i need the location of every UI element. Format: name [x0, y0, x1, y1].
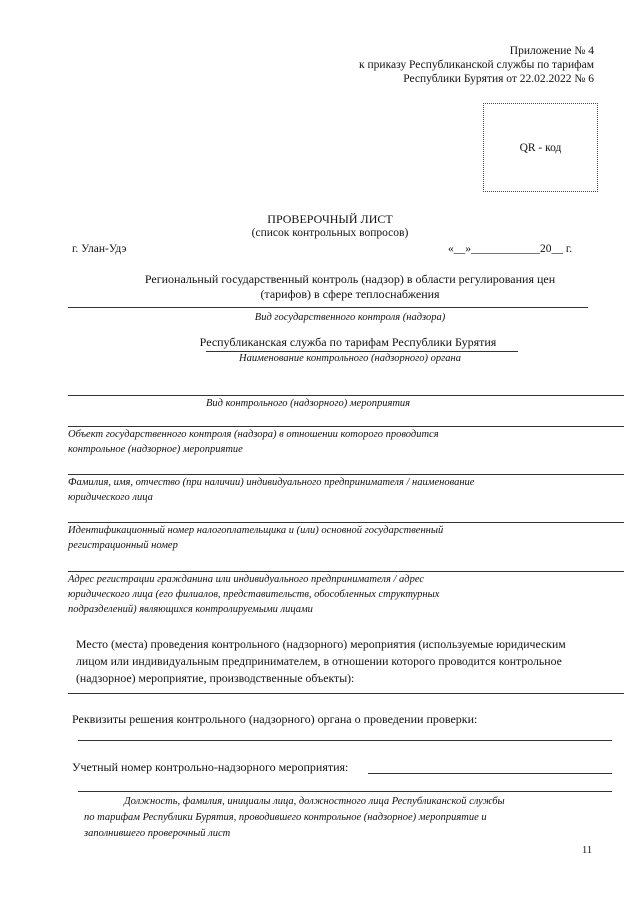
- address-caption-line3: подразделений) являющихся контролируемыми лицами: [68, 604, 313, 615]
- person-caption-line1: Фамилия, имя, отчество (при наличии) индивидуального предпринимателя / наименование: [68, 477, 475, 488]
- inn-caption-line2: регистрационный номер: [68, 540, 178, 551]
- place-line1: Место (места) проведения контрольного (надзорного) мероприятия (используемые юридическим: [76, 637, 566, 651]
- address-caption: [68, 572, 439, 617]
- object-caption: [68, 427, 439, 457]
- place-line2: лицом или индивидуальным предпринимателем, в отношении которого проводится контрольное: [76, 654, 562, 668]
- page-subtitle: (список контрольных вопросов): [251, 227, 409, 239]
- appendix-date: Республики Бурятия от 22.02.2022 № 6: [403, 73, 594, 85]
- person-caption: [68, 475, 474, 505]
- official-caption-line1: Должность, фамилия, инициалы лица, должностного лица Республиканской службы: [124, 796, 505, 807]
- decision-underline[interactable]: [78, 740, 612, 741]
- authority-caption: Наименование контрольного (надзорного) органа: [239, 353, 461, 364]
- control-type-line1: Региональный государственный контроль (надзор) в области регулирования цен: [144, 272, 556, 286]
- registry-label: Учетный номер контрольно-надзорного мероприятия:: [72, 760, 349, 774]
- object-caption-line1: Объект государственного контроля (надзора) в отношении которого проводится: [68, 429, 439, 440]
- official-caption-line2: по тарифам Республики Бурятия, проводившего контрольное (надзорное) мероприятие и: [84, 812, 487, 823]
- event-type-caption: Вид контрольного (надзорного) мероприятия: [206, 398, 411, 409]
- address-caption-line1: Адрес регистрации гражданина или индивидуального предпринимателя / адрес: [68, 574, 425, 585]
- page-title: ПРОВЕРОЧНЫЙ ЛИСТ: [267, 212, 393, 226]
- city: г. Улан-Удэ: [72, 243, 127, 255]
- person-caption-line2: юридического лица: [68, 492, 153, 503]
- registry-underline[interactable]: [368, 773, 612, 774]
- official-caption-line3: заполнившего проверочный лист: [84, 828, 231, 839]
- page-number: 11: [582, 845, 593, 856]
- object-caption-line2: контрольное (надзорное) мероприятие: [68, 444, 243, 455]
- place-underline[interactable]: [68, 693, 624, 694]
- appendix-order: к приказу Республиканской службы по тарифам: [359, 59, 594, 71]
- address-caption-line2: юридического лица (его филиалов, представительств, обособленных структурных: [68, 589, 440, 600]
- control-type-text: [60, 272, 640, 302]
- official-underline[interactable]: [78, 791, 612, 792]
- place-line3: (надзорное) мероприятие, производственные объекты):: [76, 671, 355, 685]
- inn-caption-line1: Идентификационный номер налогоплательщика и (или) основной государственный: [68, 525, 444, 536]
- qr-code-label: QR - код: [519, 142, 562, 154]
- official-caption: [84, 794, 505, 842]
- control-type-underline: [68, 307, 588, 308]
- authority-name[interactable]: Республиканская служба по тарифам Республики Бурятия: [199, 335, 497, 349]
- date-field[interactable]: «__»____________20__ г.: [448, 243, 573, 255]
- place-text: [76, 636, 566, 687]
- control-type-caption: Вид государственного контроля (надзора): [254, 312, 446, 323]
- qr-code-box: [483, 103, 598, 192]
- inn-caption: [68, 523, 443, 553]
- decision-label: Реквизиты решения контрольного (надзорного) органа о проведении проверки:: [72, 712, 478, 726]
- appendix-header: [194, 44, 594, 86]
- control-type-line2: (тарифов) в сфере теплоснабжения: [260, 287, 440, 301]
- appendix-number: Приложение № 4: [509, 45, 594, 57]
